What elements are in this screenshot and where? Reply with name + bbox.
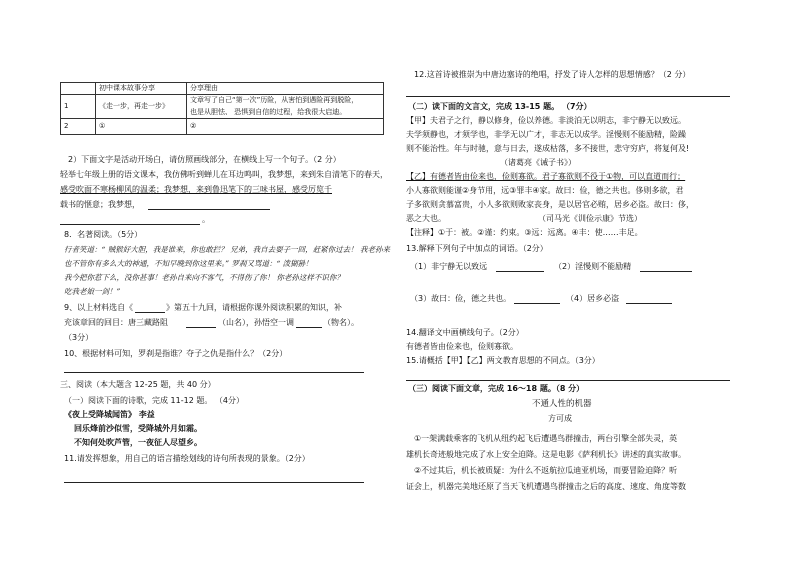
table-header-cell: 分享理由 [187, 83, 384, 95]
answer-line[interactable] [64, 482, 364, 483]
passage-jia-line: 【甲】夫君子之行，静以修身，俭以养德。非淡泊无以明志，非宁静无以致远。 [406, 116, 686, 125]
table-cell: 1 [61, 95, 96, 119]
answer-blank[interactable] [640, 271, 692, 272]
table-header-cell [61, 83, 96, 95]
answer-line[interactable] [406, 96, 730, 97]
q8-passage-line: 吃我老娘一剑！” [64, 287, 121, 296]
table-header-cell: 初中课本故事分享 [96, 83, 187, 95]
table-header-row [61, 83, 384, 95]
q12-text: 12.这首诗被推崇为中唐边塞诗的绝唱，抒发了诗人怎样的思想情感？（2 分） [414, 70, 691, 79]
article-paragraph-line: 证会上，机器完美地还原了当天飞机遭遇鸟群撞击之后的高度、速度、角度等数 [406, 482, 686, 491]
table-row [61, 119, 384, 135]
poem-title: 《夜上受降城闻笛》 李益 [64, 410, 155, 419]
article-paragraph-line: 雄机长奇迹般地完成了水上安全迫降。这是电影《萨利机长》讲述的真实故事。 [406, 450, 686, 459]
article-author: 方可成 [548, 414, 572, 423]
article-subsection-title: （三）阅读下面文章，完成 16～18 题。（8 分） [408, 384, 585, 393]
q11-text: 11.请发挥想象，用自己的语言描绘划线的诗句所表现的景象。（2分） [64, 454, 310, 463]
table-cell-line: 也是从胆怯、 恐惧到自信的过程，给我很大启迪。 [190, 108, 347, 116]
q9-text: （山名），孙悟空一调 [218, 318, 294, 327]
table-cell: 2 [61, 119, 96, 135]
q13-item: （2）淫慢则不能励精 [554, 262, 632, 271]
q9-text: 9、以上材料选自《 [64, 303, 134, 312]
q-imitate-line: 感受吹面不寒杨柳风的温柔；我梦想，来到鲁迅笔下的三味书屋，感受厉览千 [60, 185, 332, 194]
q9-score: （3分） [64, 333, 94, 342]
q-imitate-line: 轻举七年级上册的语文课本，我仿佛听到蝉儿在耳边鸣叫，我梦想，来到朱自清笔下的春天， [60, 170, 388, 179]
passage-jia-line: 夫学须静也，才须学也，非学无以广才，非志无以成学。淫慢则不能励精，险躁 [406, 130, 686, 139]
classical-subsection-title: （二）读下面的文言文，完成 13-15 题。 （7分） [408, 102, 592, 111]
passage-yi-line [406, 172, 685, 182]
annotation-note: 【注释】①于：被。②谨：约束。③远：远离。④丰：使……丰足。 [406, 228, 643, 237]
q9-text: （物名）。 [323, 318, 359, 327]
table-cell-line: 文章写了自己“第一次”历险，从害怕到遇险再到脱险， [190, 96, 359, 104]
article-title: 不通人性的机器 [532, 399, 592, 409]
answer-blank[interactable] [135, 312, 165, 313]
passage-jia-line: 则不能治性。年与时驰，意与日去，遂成枯落，多不接世，悲守穷庐，将复何及! [406, 144, 690, 153]
q9-text: 》第五十九回，请根据你课外阅读积累的知识，补 [166, 303, 342, 312]
poem-line: 不知何处吹芦管，一夜征人尽望乡。 [74, 438, 202, 447]
answer-line[interactable] [64, 372, 364, 373]
table-cell: 《走一步，再走一步》 [96, 95, 187, 119]
q13-title: 13.解释下列句子中加点的词语。（2分） [406, 244, 548, 253]
answer-blank[interactable] [626, 303, 672, 304]
answer-blank[interactable] [514, 303, 560, 304]
q-imitate-end: 。 [202, 215, 210, 224]
table-row [61, 95, 384, 119]
passage-yi-line: 恶之大也。 [406, 214, 446, 223]
answer-line[interactable] [406, 380, 730, 381]
q8-passage-line: 也不管你有多么大的神通，不知早晚到你这里来。” 罗刹又骂道：“ 泼猢狲！ [64, 259, 313, 268]
q13-item: （1）非宁静无以致远 [410, 262, 488, 271]
q14-title: 14.翻译文中画横线句子。（2分） [406, 328, 524, 337]
q8-passage-line: 行者笑道：“ 贼猴好大胆，我是谁来，你也敢拦？ 兄弟，我自去耍子一回，赶紧你过去！ 我老孙来 [64, 245, 390, 254]
q10-text: 10、根据材料可知，罗刹是指谁？夺子之仇是指什么？（2分） [64, 349, 288, 358]
q14-sentence: 有德者皆由俭来也，俭则寡欲。 [406, 342, 518, 351]
section3-title: 三、阅读（本大题含 12-25 题，共 40 分） [60, 380, 216, 389]
answer-blank[interactable] [60, 224, 200, 225]
passage-yi-source: （司马光《训俭示康》节选） [538, 214, 642, 223]
q8-title: 8．名著阅读。（5分） [64, 230, 143, 239]
answer-blank[interactable] [496, 271, 544, 272]
answer-blank[interactable] [148, 209, 270, 210]
poem-subsection-title: （一）阅读下面的诗歌，完成 11-12 题。 （4分） [64, 396, 244, 405]
passage-jia-source: （诸葛亮《诫子书》） [500, 158, 576, 167]
q-imitate-line: 载书的惬意；我梦想， [60, 200, 140, 209]
passage-yi-line: 小人寡欲则能谨②身节用，远③罪丰④家。故曰：俭，德之共也。侈则多欲，君 [406, 186, 684, 195]
q9-text: 充该章回的回目：唐三藏路阻 [64, 318, 168, 327]
article-paragraph-line: ②不过其后，机长被质疑：为什么不返航拉瓜迪亚机场，而要冒险迫降？听 [414, 466, 678, 475]
q15-text: 15.请概括【甲】【乙】两文教育思想的不同点。（3分） [406, 356, 600, 365]
story-share-table [60, 82, 384, 135]
underlined-sentence: 【乙】有德者皆由俭来也，俭则寡欲。君子寡欲则不役于①物，可以直道而行； [406, 172, 686, 181]
poem-line: 回乐烽前沙似雪，受降城外月如霜。 [74, 424, 202, 433]
table-cell [187, 95, 384, 119]
table-cell: ② [187, 119, 384, 135]
article-paragraph-line: ①一架满载乘客的飞机从纽约起飞后遭遇鸟群撞击，两台引擎全部失灵，英 [414, 434, 678, 443]
answer-blank[interactable] [186, 327, 216, 328]
table-cell: ① [96, 119, 187, 135]
q8-passage-line: 我今把你惹下么，没你甚事！老孙自来向不客气，不得伤了你！ 你老孙这样不识你？ [64, 273, 344, 282]
q-imitate-title: 2）下面文字是活动开场白，请仿照画线部分，在横线上写一个句子。（2 分） [68, 155, 341, 164]
passage-yi-line: 子多欲则贪慕富贵，小人多欲则败家丧身，是以居官必贿，居乡必盗。故曰：侈， [406, 200, 694, 209]
answer-blank[interactable] [296, 327, 322, 328]
q13-item: （3）故曰：俭，德之共也。 [410, 294, 512, 303]
q13-item: （4）居乡必盗 [566, 294, 620, 303]
